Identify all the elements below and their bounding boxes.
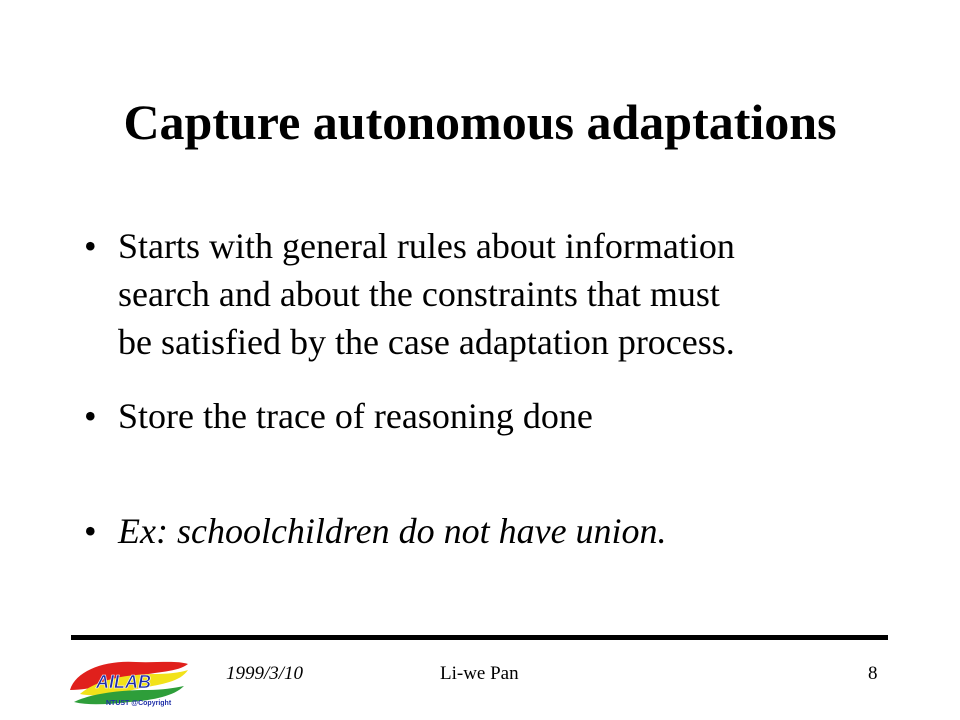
bullet-text <box>118 507 884 555</box>
slide-title: Capture autonomous adaptations <box>123 94 837 150</box>
bullet-line: Store the trace of reasoning done <box>118 396 593 436</box>
bullet-icon: • <box>84 226 97 266</box>
bullet-text <box>118 392 884 440</box>
bullet-line: Starts with general rules about information <box>118 226 735 266</box>
bullet-line: be satisfied by the case adaptation process. <box>118 322 735 362</box>
bullet-text <box>118 222 884 366</box>
bullet-list <box>84 222 884 555</box>
ailab-logo <box>66 650 190 710</box>
footer-author: Li-we Pan <box>440 663 519 684</box>
bullet-icon: • <box>84 511 97 551</box>
footer-date: 1999/3/10 <box>226 663 304 684</box>
logo-text: AILAB <box>96 672 151 692</box>
bullet-line: search and about the constraints that must <box>118 274 720 314</box>
bullet-item-store-trace <box>84 392 884 440</box>
page-number: 8 <box>868 663 878 684</box>
bullet-icon: • <box>84 396 97 436</box>
bullet-item-example <box>84 507 884 555</box>
footer-divider <box>71 635 888 640</box>
bullet-line: Ex: schoolchildren do not have union. <box>118 511 667 551</box>
logo-subtext: NTUST @Copyright <box>106 700 172 707</box>
bullet-item-general-rules <box>84 222 884 366</box>
